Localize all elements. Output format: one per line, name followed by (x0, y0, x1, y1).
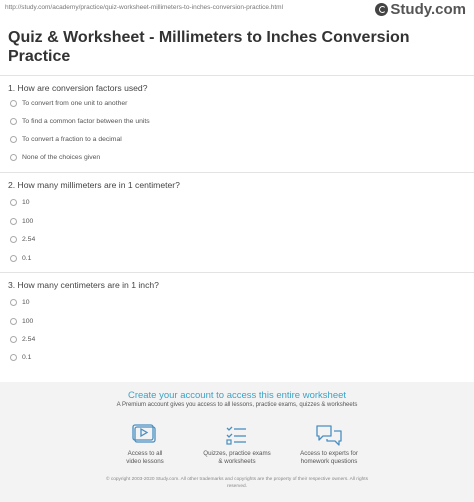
study-logo-icon (375, 3, 388, 16)
divider (0, 172, 474, 173)
radio-button[interactable] (10, 336, 17, 343)
q2-choice-b[interactable] (10, 216, 33, 226)
radio-button[interactable] (10, 318, 17, 325)
page-url[interactable]: http://study.com/academy/practice/quiz-worksheet-millimeters-to-inches-conversion-practice.html (5, 4, 284, 11)
feature-experts[interactable] (269, 424, 389, 466)
q1-choice-d[interactable] (10, 152, 100, 162)
radio-button[interactable] (10, 154, 17, 161)
radio-button[interactable] (10, 236, 17, 243)
divider (0, 75, 474, 76)
choice-label: None of the choices given (22, 153, 101, 161)
logo-text: Study.com (390, 1, 466, 18)
q3-choice-d[interactable] (10, 352, 31, 362)
choice-label: 0.1 (22, 254, 32, 262)
choice-label: To convert from one unit to another (22, 99, 128, 107)
q1-choice-a[interactable] (10, 98, 127, 108)
chat-bubbles-icon (315, 424, 343, 446)
radio-button[interactable] (10, 218, 17, 225)
choice-label: 2.54 (22, 335, 36, 343)
top-bar (0, 0, 474, 20)
feature-label: Quizzes, practice exams & worksheets (203, 450, 271, 465)
q2-choice-d[interactable] (10, 253, 31, 263)
choice-label: 10 (22, 198, 30, 206)
q1-choice-b[interactable] (10, 116, 150, 126)
choice-label: 10 (22, 298, 30, 306)
promo-subtitle: A Premium account gives you access to all lessons, practice exams, quizzes & worksheets (116, 402, 358, 408)
choice-label: To convert a fraction to a decimal (22, 135, 122, 143)
q2-choice-a[interactable] (10, 197, 30, 207)
choice-label: 100 (22, 317, 34, 325)
radio-button[interactable] (10, 199, 17, 206)
radio-button[interactable] (10, 118, 17, 125)
choice-label: 2.54 (22, 235, 36, 243)
q1-choice-c[interactable] (10, 134, 122, 144)
q3-choice-c[interactable] (10, 334, 35, 344)
radio-button[interactable] (10, 255, 17, 262)
q3-choice-b[interactable] (10, 316, 33, 326)
premium-promo (0, 382, 474, 502)
question-1-text: 1. How are conversion factors used? (8, 83, 148, 93)
copyright-footer: © copyright 2003-2020 Study.com. All other trademarks and copyrights are the property of their respective owners. All rights reserved. (105, 477, 369, 489)
divider (0, 272, 474, 273)
feature-label: Access to all video lessons (126, 450, 164, 465)
choice-label: 0.1 (22, 353, 32, 361)
choice-label: 100 (22, 217, 34, 225)
video-lessons-icon (132, 424, 158, 446)
radio-button[interactable] (10, 299, 17, 306)
study-logo[interactable] (375, 1, 466, 18)
choice-label: To find a common factor between the units (22, 117, 150, 125)
quiz-checklist-icon (224, 424, 250, 446)
promo-title[interactable]: Create your account to access this entire worksheet (127, 390, 347, 401)
question-2-text: 2. How many millimeters are in 1 centimeter? (8, 180, 180, 190)
feature-label: Access to experts for homework questions (300, 450, 358, 465)
page-title: Quiz & Worksheet - Millimeters to Inches Conversion Practice (8, 29, 410, 65)
radio-button[interactable] (10, 100, 17, 107)
q2-choice-c[interactable] (10, 234, 35, 244)
radio-button[interactable] (10, 136, 17, 143)
question-3-text: 3. How many centimeters are in 1 inch? (8, 280, 159, 290)
q3-choice-a[interactable] (10, 297, 30, 307)
radio-button[interactable] (10, 354, 17, 361)
